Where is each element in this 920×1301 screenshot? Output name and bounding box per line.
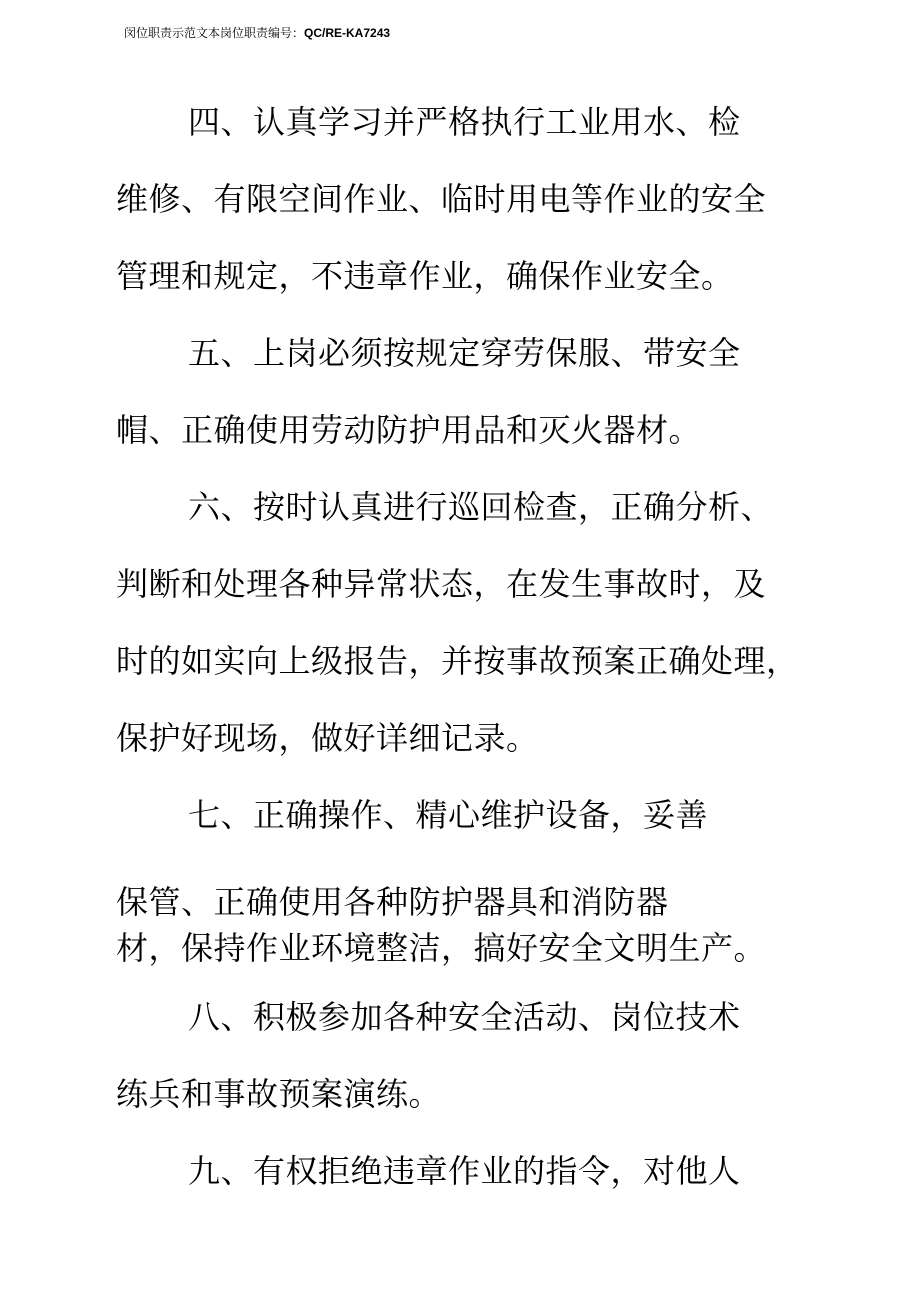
paragraph-5-line-2: 帽、正确使用劳动防护用品和灭火器材。	[116, 411, 702, 449]
paragraph-9-line-1: 九、有权拒绝违章作业的指令，对他人	[188, 1152, 741, 1190]
document-code: QC/RE-KA7243	[304, 26, 391, 40]
paragraph-7-line-2: 保管、正确使用各种防护器具和消防器	[116, 883, 669, 921]
header-prefix: 闵位职责示范文本岗位职责编号：	[124, 26, 305, 40]
paragraph-4-line-3: 管理和规定，不违章作业，确保作业安全。	[116, 257, 734, 295]
paragraph-6-line-4: 保护好现场，做好详细记录。	[116, 719, 539, 757]
paragraph-5-line-1: 五、上岗必须按规定穿劳保服、带安全	[188, 334, 741, 372]
paragraph-8-line-1: 八、积极参加各种安全活动、岗位技术	[188, 998, 741, 1036]
paragraph-7-line-3: 材，保持作业环境整洁，搞好安全文明生产。	[116, 929, 767, 967]
paragraph-6-line-3: 时的如实向上级报告，并按事故预案正确处理，	[116, 642, 799, 680]
paragraph-4-line-2: 维修、有限空间作业、临时用电等作业的安全	[116, 180, 767, 218]
paragraph-4-line-1: 四、认真学习并严格执行工业用水、检	[188, 103, 741, 141]
paragraph-6-line-2: 判断和处理各种异常状态，在发生事故时，及	[116, 565, 767, 603]
document-header	[124, 24, 390, 42]
paragraph-6-line-1: 六、按时认真进行巡回检查，正确分析、	[188, 488, 774, 526]
paragraph-8-line-2: 练兵和事故预案演练。	[116, 1075, 442, 1113]
paragraph-7-line-1: 七、正确操作、精心维护设备，妥善	[188, 796, 709, 834]
